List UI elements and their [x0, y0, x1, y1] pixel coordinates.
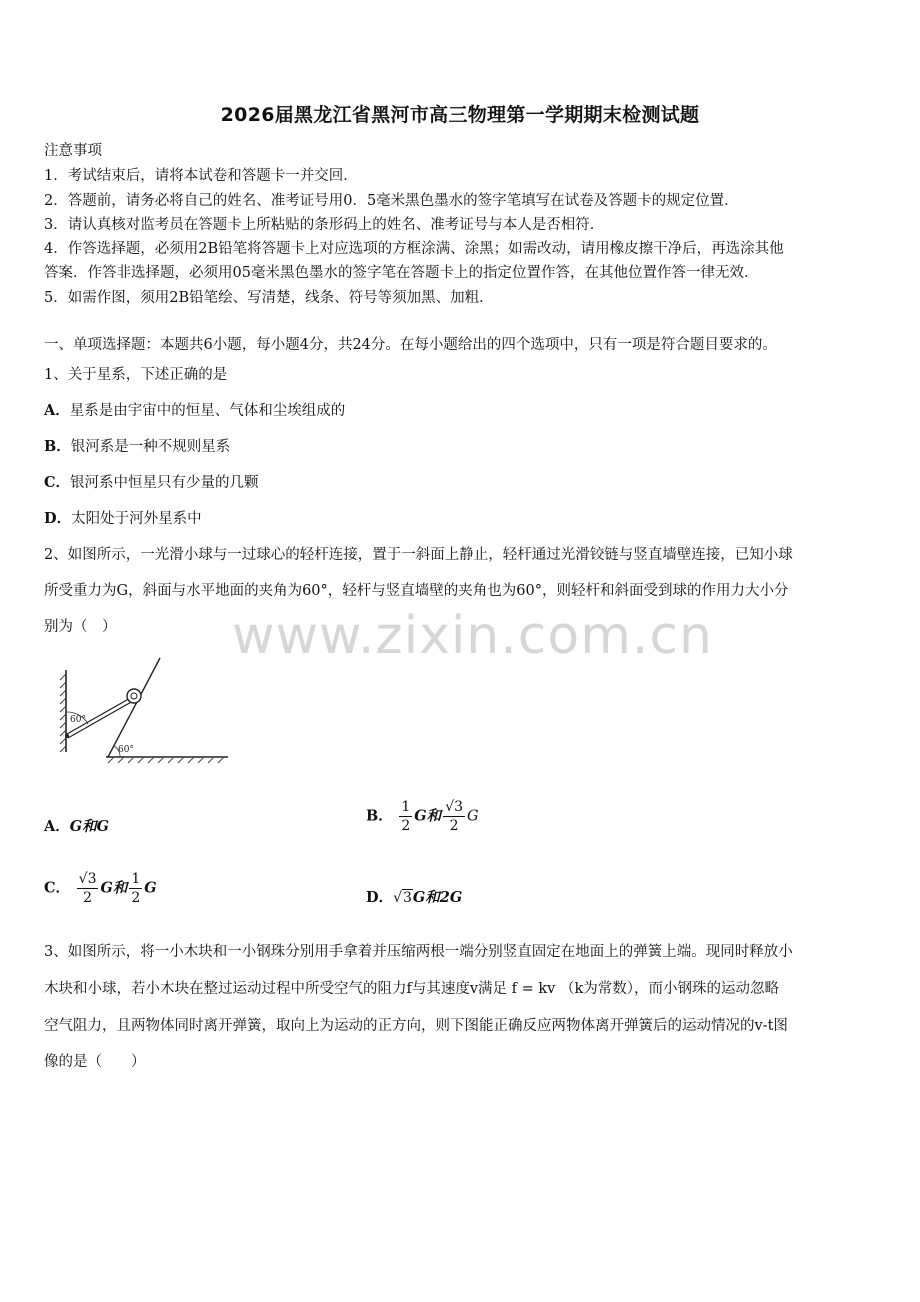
- fraction: $\frac{1}{2}$: [401, 799, 411, 834]
- q2-option-a: [44, 815, 109, 836]
- option-text: 银河系中恒星只有少量的几颗: [70, 475, 259, 491]
- question-2-line: 别为（ ）: [44, 619, 117, 635]
- angle-label-ground: 60°: [118, 745, 134, 755]
- option-label: D．: [366, 889, 394, 906]
- q1-option-a: [44, 399, 345, 420]
- watermark: www.zixin.com.cn: [232, 606, 713, 666]
- question-3-line: 木块和小球，若小木块在整过运动过程中所受空气的阻力f与其速度v满足 f = kv （k为常数），而小钢珠的运动忽略: [44, 981, 780, 997]
- notice-item: 3．请认真核对监考员在答题卡上所粘贴的条形码上的姓名、准考证号与本人是否相符．: [44, 217, 605, 233]
- angle-label-wall: 60°: [70, 715, 86, 725]
- notice-item: 2．答题前，请务必将自己的姓名、准考证号用0．5毫米黑色墨水的签字笔填写在试卷及答题卡的规定位置．: [44, 193, 739, 209]
- question-1-stem: 1、关于星系，下述正确的是: [44, 367, 228, 383]
- option-label: A．: [44, 818, 70, 835]
- question-3-line: 空气阻力，且两物体同时离开弹簧，取向上为运动的正方向，则下图能正确反应两物体离开弹簧后的运动情况的v-t图: [44, 1018, 788, 1034]
- option-label: B．: [44, 438, 71, 455]
- q1-option-d: [44, 507, 202, 528]
- q2-option-d: [366, 886, 462, 907]
- option-text: G和2G: [412, 889, 463, 906]
- option-text: G和: [100, 879, 128, 897]
- option-label: C．: [44, 474, 71, 491]
- incline-rod-ball-figure: [58, 656, 238, 766]
- fraction: $\frac{√3}{2}$: [78, 871, 97, 906]
- q2-option-c: [44, 870, 157, 907]
- question-2-line: 2、如图所示，一光滑小球与一过球心的轻杆连接，置于一斜面上静止，轻杆通过光滑铰链与竖直墙壁连接，已知小球: [44, 547, 793, 563]
- question-3-line: 3、如图所示，将一小木块和一小钢珠分别用手拿着并压缩两根一端分别竖直固定在地面上的弹簧上端。现同时释放小: [44, 944, 793, 960]
- option-label: D．: [44, 510, 72, 527]
- notice-heading: 注意事项: [44, 143, 102, 159]
- option-text: 星系是由宇宙中的恒星、气体和尘埃组成的: [69, 403, 346, 419]
- page-title: 2026届黑龙江省黑河市高三物理第一学期期末检测试题: [220, 104, 700, 126]
- option-text: G和G: [69, 818, 110, 835]
- option-label: C．: [44, 879, 71, 897]
- section-heading: 一、单项选择题：本题共6小题，每小题4分，共24分。在每小题给出的四个选项中，只有一项是符合题目要求的。: [44, 337, 777, 353]
- notice-item: 1．考试结束后，请将本试卷和答题卡一并交回．: [44, 168, 358, 184]
- question-2-line: 所受重力为G，斜面与水平地面的夹角为60°，轻杆与竖直墙壁的夹角也为60°，则轻杆和斜面受到球的作用力大小分: [44, 583, 789, 599]
- option-label: A．: [44, 402, 70, 419]
- option-label: B．: [366, 807, 393, 825]
- q2-option-b: [366, 798, 479, 835]
- option-text: 太阳处于河外星系中: [71, 511, 202, 527]
- q1-option-c: [44, 471, 259, 492]
- option-text: 银河系是一种不规则星系: [70, 439, 231, 455]
- sqrt: √3: [393, 890, 412, 906]
- option-text: G: [144, 879, 157, 897]
- notice-item: 5．如需作图，须用2B铅笔绘、写清楚，线条、符号等须加黑、加粗．: [44, 290, 494, 306]
- q1-option-b: [44, 435, 230, 456]
- question-3-line: 像的是（ ）: [44, 1054, 146, 1070]
- notice-item: 答案．作答非选择题，必须用05毫米黑色墨水的签字笔在答题卡上的指定位置作答，在其他位置作答一律无效．: [44, 265, 759, 281]
- option-text: G和: [414, 807, 442, 825]
- option-text: G: [467, 808, 479, 825]
- notice-item: 4．作答选择题，必须用2B铅笔将答题卡上对应选项的方框涂满、涂黑；如需改动，请用橡皮擦干净后，再选涂其他: [44, 241, 784, 257]
- fraction: $\frac{1}{2}$: [131, 871, 141, 906]
- fraction: $\frac{√3}{2}$: [445, 799, 464, 834]
